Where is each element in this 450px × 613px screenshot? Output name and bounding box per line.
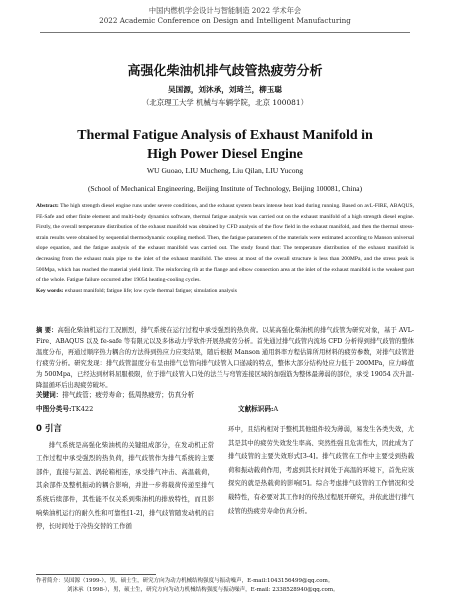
section-title-intro: 0 引言	[36, 424, 62, 434]
intro-paragraph-left: 排气系统是高强化柴油机的关键组成部分，在发动机正常工作过程中承受强烈的热负荷，排气歧管作为排气系统的主要部件，直接与缸盖、涡轮箱相连，承受排气冲击、高温载荷，其余部件及整机振动的耦合影响，并进一步将载荷传递至排气系统后续部件，其性能不仅关系到柴油机的排放特性，而且影响柴油机运行的耐久性和可靠性[1-2]，排气歧管随发动机的启停，长时间处于冷热交替的工作循	[36, 440, 214, 531]
doc-code	[238, 403, 278, 413]
clc-value: TK422	[71, 405, 94, 413]
authors-cn: 吴国源，刘沐承，刘琦兰，柳玉聪	[168, 85, 282, 94]
keywords-en-label: Key words:	[36, 287, 64, 294]
footnote-line1: 作者简介：吴国源（1999-），男，硕士生，研究方向为动力机械结构强度与振动噪声，E-mail:1043156499@qq.com。	[36, 578, 334, 584]
footnote-divider	[36, 574, 156, 575]
author-footnote	[36, 577, 426, 595]
affiliation-cn: （北京理工大学 机械与车辆学院，北京 100081）	[142, 98, 308, 107]
keywords-cn-label: 关键词：	[36, 391, 63, 399]
abstract-cn	[36, 325, 414, 391]
header-divider	[40, 32, 410, 33]
conference-header	[0, 6, 450, 26]
keywords-cn-text: 排气歧管；疲劳寿命；低周热疲劳；仿真分析	[62, 391, 195, 399]
footnote-line2: 刘沐承（1998-），男，硕士生，研究方向为动力机械结构强度与振动噪声，E-mail: 2338528940@qq.com。	[67, 587, 339, 593]
body-column-right	[228, 423, 414, 518]
classification-block	[36, 403, 414, 413]
abstract-cn-text: 高强化柴油机运行工况剧烈，排气系统在运行过程中承受强烈的热负荷。以某高强化柴油机的排气歧管为研究对象，基于 AVL-Fire、ABAQUS 以及 fe-safe 等有限元以及多体动力学软件开展热疲劳分析。首先通过排气歧管内流场 CFD 分析得到排气歧管的整体温度分布，再通过顺序热力耦合的方法得到热应力应变结果，随后根据 Manson 通用斜率方程估算所用材料的疲劳参数，对排气歧管进行疲劳分析。研究发现：排气歧管温度分布呈由排气总管向排气歧管入口递减的特点，整体大部分结构处应力低于 200MPa，应力峰值为 500Mpa，已经达到材料屈服极限，位于排气歧管入口处的法兰与弯管连接区域的加强筋为整体最薄弱的部位，承受 19054 次升温-降温循环后出现疲劳破坏。	[36, 327, 415, 389]
keywords-en-text: exhaust manifold; fatigue life; low cycle thermal fatigue; simulation analysis	[64, 287, 237, 294]
abstract-en-label: Abstract:	[36, 203, 59, 209]
keywords-cn-block	[36, 389, 414, 399]
body-column-left	[36, 423, 214, 534]
abstract-en	[36, 201, 414, 296]
authors-en: WU Guoao, LIU Mucheng, Liu Qilan, LIU Yucong	[146, 166, 304, 175]
conference-name-en: 2022 Academic Conference on Design and Intelligent Manufacturing	[99, 16, 351, 25]
doc-label: 文献标识码:	[238, 405, 274, 413]
paper-title-en-line2: High Power Diesel Engine	[147, 147, 303, 162]
affiliation-en: (School of Mechanical Engineering, Beijing Institute of Technology, Beijing 100081, China)	[87, 184, 363, 193]
conference-name-cn: 中国内燃机学会设计与智能制造 2022 学术年会	[148, 6, 302, 15]
doc-value: A	[273, 405, 279, 413]
paper-title-cn: 高强化柴油机排气歧管热疲劳分析	[127, 64, 323, 79]
intro-paragraph-right: 环中，且结构相对于整机其他组件较为薄弱，易发生各类失效，尤其是其中的疲劳失效发生率高、突然性强且危害性大，因此成为了排气歧管的主要失效形式[3-4]。排气歧管在工作中主要受到热载荷和振动载荷作用，考虑到其长时间处于高温的环境下，首先应该探究的就是热载荷的影响[5]。综合考虑排气歧管的工作情况和受载特性，有必要对其工作时的传热过程展开研究，并依此进行排气歧管的热疲劳寿命仿真分析。	[228, 425, 414, 515]
paper-title-en	[0, 126, 450, 164]
clc-label: 中图分类号:	[36, 405, 72, 413]
abstract-cn-label: 摘 要：	[36, 327, 58, 334]
paper-title-en-line1: Thermal Fatigue Analysis of Exhaust Manifold in	[77, 128, 373, 143]
abstract-en-text: The high strength diesel engine runs under severe conditions, and the exhaust system bears intense heat load during running. Based on avL-FIRE, ABAQUS, FE-Safe and other finite element and multi-body dynamics software, thermal fatigue analysis was carried out on the exhaust manifold of a high strength diesel engine. Firstly, the overall temperature distribution of the exhaust manifold was obtained by CFD analysis of the flow field in the exhaust manifold, and then the thermal stress-strain results were obtained by sequential thermodynamic coupling method. Then, the fatigue parameters of the materials were estimated according to Manson universal slope equation, and the fatigue analysis of the exhaust manifold was carried out. The study found that: The temperature distribution of the exhaust manifold is decreasing from the exhaust main pipe to the inlet of the exhaust manifold. The stress at most of the overall structure is less than 200MPa, and the stress peak is 500Mpa, which has reached the material yield limit. The reinforcing rib at the flange and elbow connection area at the inlet of the exhaust manifold is the weakest part of the whole. Fatigue failure occurred after 19054 heating-cooling cycles.	[36, 203, 414, 284]
